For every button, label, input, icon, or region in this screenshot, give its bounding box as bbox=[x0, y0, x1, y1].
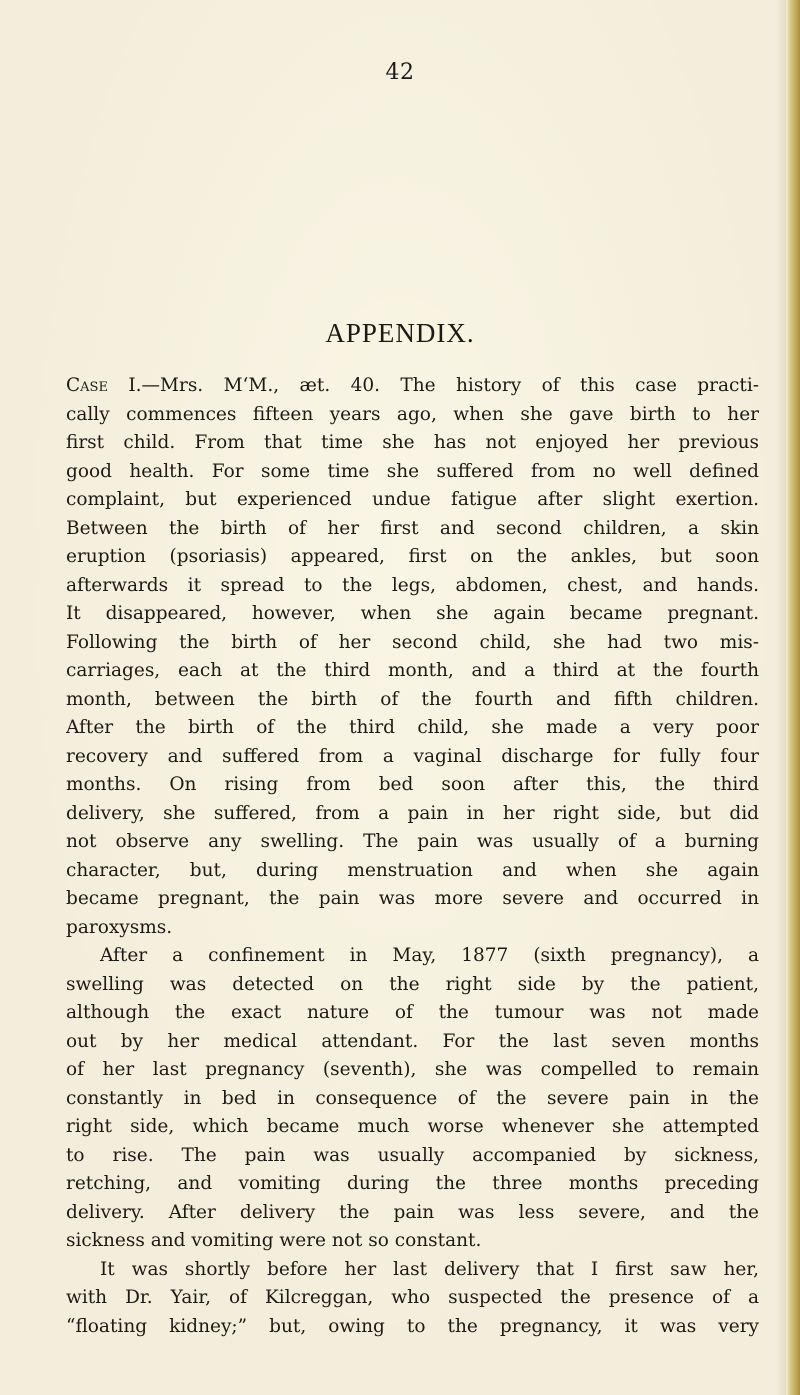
text-line: of her last pregnancy (seventh), she was compelled to remain bbox=[66, 1059, 759, 1080]
text-line: constantly in bed in consequence of the severe pain in the bbox=[66, 1087, 759, 1109]
text-line: Between the birth of her first and second children, a skin bbox=[66, 517, 759, 539]
text-line: delivery. After delivery the pain was less severe, and the bbox=[66, 1201, 759, 1223]
text-line: cally commences fifteen years ago, when she gave birth to her bbox=[66, 403, 759, 425]
case-label-smallcaps: Case bbox=[66, 375, 108, 396]
text-line: out by her medical attendant. For the last seven months bbox=[66, 1030, 759, 1052]
body-text bbox=[66, 372, 759, 1341]
book-binding-edge bbox=[786, 0, 800, 1395]
text-line: swelling was detected on the right side by the patient, bbox=[66, 973, 759, 995]
text-line: month, between the birth of the fourth and fifth children. bbox=[66, 688, 759, 710]
section-heading: APPENDIX. bbox=[325, 318, 475, 348]
text-line: eruption (psoriasis) appeared, first on the ankles, but soon bbox=[66, 546, 759, 567]
text-line: complaint, but experienced undue fatigue after slight exertion. bbox=[66, 489, 759, 510]
text-line: recovery and suffered from a vaginal discharge for fully four bbox=[66, 745, 759, 767]
text-line: became pregnant, the pain was more severe and occurred in bbox=[66, 888, 759, 909]
text-line: right side, which became much worse whenever she attempted bbox=[66, 1116, 759, 1137]
text-line: “floating kidney;” but, owing to the pregnancy, it was very bbox=[66, 1315, 759, 1337]
page-edge-shadow bbox=[776, 0, 786, 1395]
text-line: to rise. The pain was usually accompanied by sickness, bbox=[66, 1144, 759, 1166]
page-number: 42 bbox=[385, 60, 415, 85]
text-line: afterwards it spread to the legs, abdomen, chest, and hands. bbox=[66, 574, 759, 596]
text-line: first child. From that time she has not enjoyed her previous bbox=[66, 432, 759, 453]
text-line: months. On rising from bed soon after this, the third bbox=[66, 774, 759, 795]
text-line: with Dr. Yair, of Kilcreggan, who suspected the presence of a bbox=[66, 1287, 759, 1308]
text-line: sickness and vomiting were not so constant. bbox=[66, 1230, 482, 1251]
text-line: paroxysms. bbox=[66, 916, 173, 938]
text-line: It disappeared, however, when she again became pregnant. bbox=[66, 603, 759, 624]
text-line: It was shortly before her last delivery that I first saw her, bbox=[100, 1258, 759, 1280]
text-line: carriages, each at the third month, and a third at the fourth bbox=[66, 660, 759, 681]
text-line: delivery, she suffered, from a pain in her right side, but did bbox=[66, 802, 759, 824]
text-line: character, but, during menstruation and when she again bbox=[66, 859, 759, 881]
text-line: retching, and vomiting during the three months preceding bbox=[66, 1173, 759, 1194]
text-line: good health. For some time she suffered from no well defined bbox=[66, 460, 759, 482]
text-line: although the exact nature of the tumour was not made bbox=[66, 1002, 759, 1023]
text-line: Case I.—Mrs. M‘M., æt. 40. The history of this case practi- bbox=[66, 375, 759, 396]
text-line: After the birth of the third child, she made a very poor bbox=[66, 717, 759, 738]
text-line: After a confinement in May, 1877 (sixth pregnancy), a bbox=[100, 945, 759, 966]
text-line: not observe any swelling. The pain was usually of a burning bbox=[66, 831, 759, 852]
text-line: Following the birth of her second child, she had two mis- bbox=[66, 631, 759, 653]
